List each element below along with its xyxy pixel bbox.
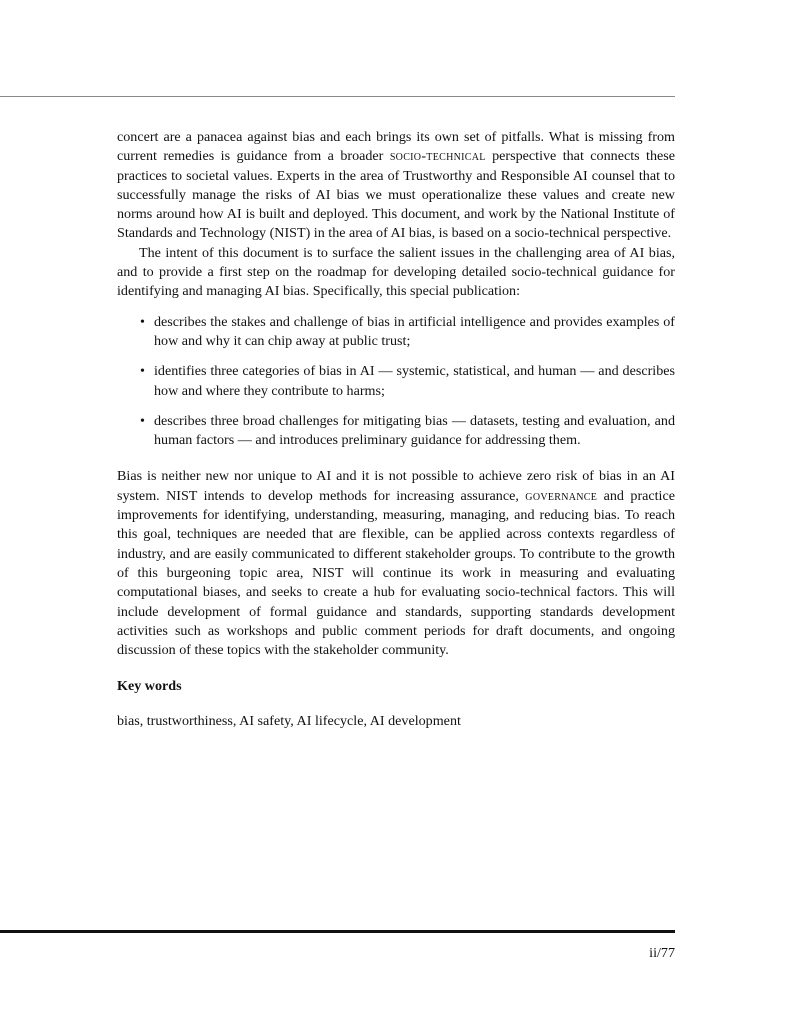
bullet-dot: • [140, 412, 145, 429]
bullet-item-3 [117, 412, 675, 451]
paragraph-1-part-2: perspective that connects these practices to societal values. Experts in the area of Trustworthy and Responsible AI counsel that to successfully manage the risks of AI bias we must operationalize these values and create new norms around how AI is built and deployed. This document, and work by the National Institute of Standards and Technology (NIST) in the area of AI bias, is based on a socio-technical perspective. [117, 148, 675, 242]
keywords-text: bias, trustworthiness, AI safety, AI lifecycle, AI development [117, 712, 461, 729]
bullet-item-3-text: describes three broad challenges for mitigating bias — datasets, testing and evaluation, and human factors — and introduces preliminary guidance for addressing them. [154, 412, 675, 449]
header-rule [0, 96, 675, 97]
paragraph-3 [117, 467, 675, 660]
keywords-heading: Key words [117, 678, 182, 695]
bullet-list [117, 313, 675, 451]
footer-rule [0, 930, 675, 933]
paragraph-1 [117, 128, 675, 244]
governance-term: governance [525, 487, 598, 504]
page-number: ii/77 [649, 945, 675, 961]
bullet-dot: • [140, 363, 145, 380]
socio-technical-term: socio-technical [389, 148, 486, 165]
bullet-item-2 [117, 362, 675, 401]
paragraph-2: The intent of this document is to surface the salient issues in the challenging area of AI bias, and to provide a first step on the roadmap for developing detailed socio-technical guidance for identifying and managing AI bias. Specifically, this special publication: [117, 244, 675, 300]
paragraph-1-part-1: concert are a panacea against bias and each brings its own set of pitfalls. What is missing from current remedies is guidance from a broader [117, 129, 675, 165]
paragraph-3-part-1: Bias is neither new nor unique to AI and it is not possible to achieve zero risk of bias in an AI system. NIST intends to develop methods for increasing assurance, [117, 468, 675, 504]
document-body [117, 128, 675, 731]
bullet-item-1 [117, 313, 675, 352]
bullet-item-1-text: describes the stakes and challenge of bias in artificial intelligence and provides examples of how and why it can chip away at public trust; [154, 313, 675, 349]
bullet-item-2-text: identifies three categories of bias in AI — systemic, statistical, and human — and describes how and where they contribute to harms; [154, 363, 675, 399]
paragraph-3-part-2: and practice improvements for identifying, understanding, measuring, managing, and reducing bias. To reach this goal, techniques are needed that are flexible, can be applied across contexts regardless of industry, and are easily communicated to different stakeholder groups. To contribute to the growth of this burgeoning topic area, NIST will continue its work in measuring and evaluating computational biases, and seeks to create a hub for evaluating socio-technical factors. This will include development of formal guidance and standards, supporting standards development activities such as workshops and public comment periods for draft documents, and ongoing discussion of these topics with the stakeholder community. [117, 487, 675, 659]
bullet-dot: • [140, 313, 145, 330]
